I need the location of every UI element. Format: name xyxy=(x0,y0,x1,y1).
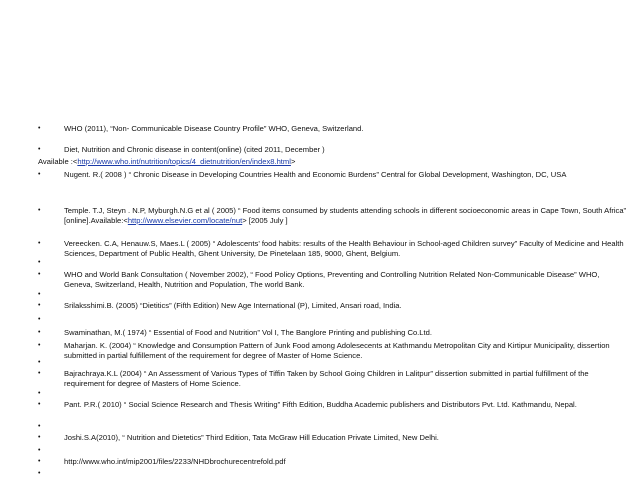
bullet: • xyxy=(38,146,41,153)
bullet: • xyxy=(38,302,41,309)
bullet: • xyxy=(38,291,41,298)
bullet: • xyxy=(38,434,41,441)
who-nutrition-link[interactable]: http://www.who.int/nutrition/topics/4_dietnutrition/en/index8.html xyxy=(77,157,291,166)
bullet: • xyxy=(38,316,41,323)
reference-text: Nugent. R.( 2008 ) “ Chronic Disease in Developing Countries Health and Economic Burdens” Central for Global Development, Washington, DC, USA xyxy=(64,170,567,179)
reference-text: WHO (2011), “Non- Communicable Disease Country Profile” WHO, Geneva, Switzerland. xyxy=(64,124,364,133)
bullet: • xyxy=(38,470,41,477)
bullet: • xyxy=(38,390,41,397)
reference-text-suffix: > [2005 July ] xyxy=(242,215,288,225)
bullet: • xyxy=(38,329,41,336)
bullet: • xyxy=(38,171,41,178)
reference-text: Bajrachraya.K.L (2004) “ An Assessment of Various Types of Tiffin Taken by School Going Children in Lalitpur” dissertion submitted in partial fulfillment of the requirement for degree of Masters of Home Science. xyxy=(64,369,589,388)
bullet: • xyxy=(38,423,41,430)
reference-text xyxy=(64,206,630,225)
reference-text: Srilaksshimi.B. (2005) “Dietitics” (Fifth Edition) New Age International (P), Limited, Ansari road, India. xyxy=(64,301,402,310)
availability-text xyxy=(38,157,628,167)
bullet: • xyxy=(38,240,41,247)
reference-text: WHO and World Bank Consultation ( November 2002), “ Food Policy Options, Preventing and Controlling Nutrition Related Non-Communicable Disease” WHO, Geneva, Switzerland, Health, Nutrition and Population, The world Bank. xyxy=(64,270,600,289)
reference-text: Swaminathan, M.( 1974) “ Essential of Food and Nutrition” Vol I, The Banglore Printing and publishing Co.Ltd. xyxy=(64,328,432,337)
reference-text: Pant. P.R.( 2010) “ Social Science Research and Thesis Writing” Fifth Edition, Buddha Academic publishers and Distributors Pvt. Ltd. Kathmandu, Nepal. xyxy=(64,400,577,409)
availability-prefix: Available :< xyxy=(38,157,78,166)
bullet: • xyxy=(38,125,41,132)
reference-text-prefix: Temple. T.J, Steyn . N.P, Myburgh.N.G et al ( 2005) “ Food items consumed by students attending schools in different socioeconomic areas in Cape Town, South Africa” [online].Available:< xyxy=(64,206,627,225)
bullet: • xyxy=(38,458,41,465)
availability-suffix: > xyxy=(290,157,296,166)
reference-text: Joshi.S.A(2010), “ Nutrition and Dietetics” Third Edition, Tata McGraw Hill Education Private Limited, New Delhi. xyxy=(64,433,439,442)
bullet: • xyxy=(38,259,41,266)
reference-text: Vereecken. C.A, Henauw.S, Maes.L ( 2005) “ Adolescents’ food habits: results of the Health Behaviour in School-aged Children survey” Faculty of Medicine and Health Sciences, Department of Public Health, Ghent University, De Pinetelaan 185, 9000, Ghent, Belgium. xyxy=(64,239,624,258)
who-brochure-url: http://www.who.int/mip2001/files/2233/NHDbrochurecentrefold.pdf xyxy=(64,457,286,466)
bullet: • xyxy=(38,359,41,366)
reference-text: Diet, Nutrition and Chronic disease in content(online) (cited 2011, December ) xyxy=(64,145,325,154)
bullet: • xyxy=(38,342,41,349)
bullet: • xyxy=(38,271,41,278)
reference-text: Maharjan. K. (2004) “ Knowledge and Consumption Pattern of Junk Food among Adolesecents at Kathmandu Metropolitan City and Kirtipur Municipality, dissertion submitted in partial fulfillement of the requirement for degree of Master of Home Science. xyxy=(64,341,610,360)
bullet: • xyxy=(38,370,41,377)
bullet: • xyxy=(38,447,41,454)
bullet: • xyxy=(38,401,41,408)
elsevier-link[interactable]: http://www.elsevier.com/locate/nut xyxy=(127,215,243,225)
bullet: • xyxy=(38,207,41,214)
